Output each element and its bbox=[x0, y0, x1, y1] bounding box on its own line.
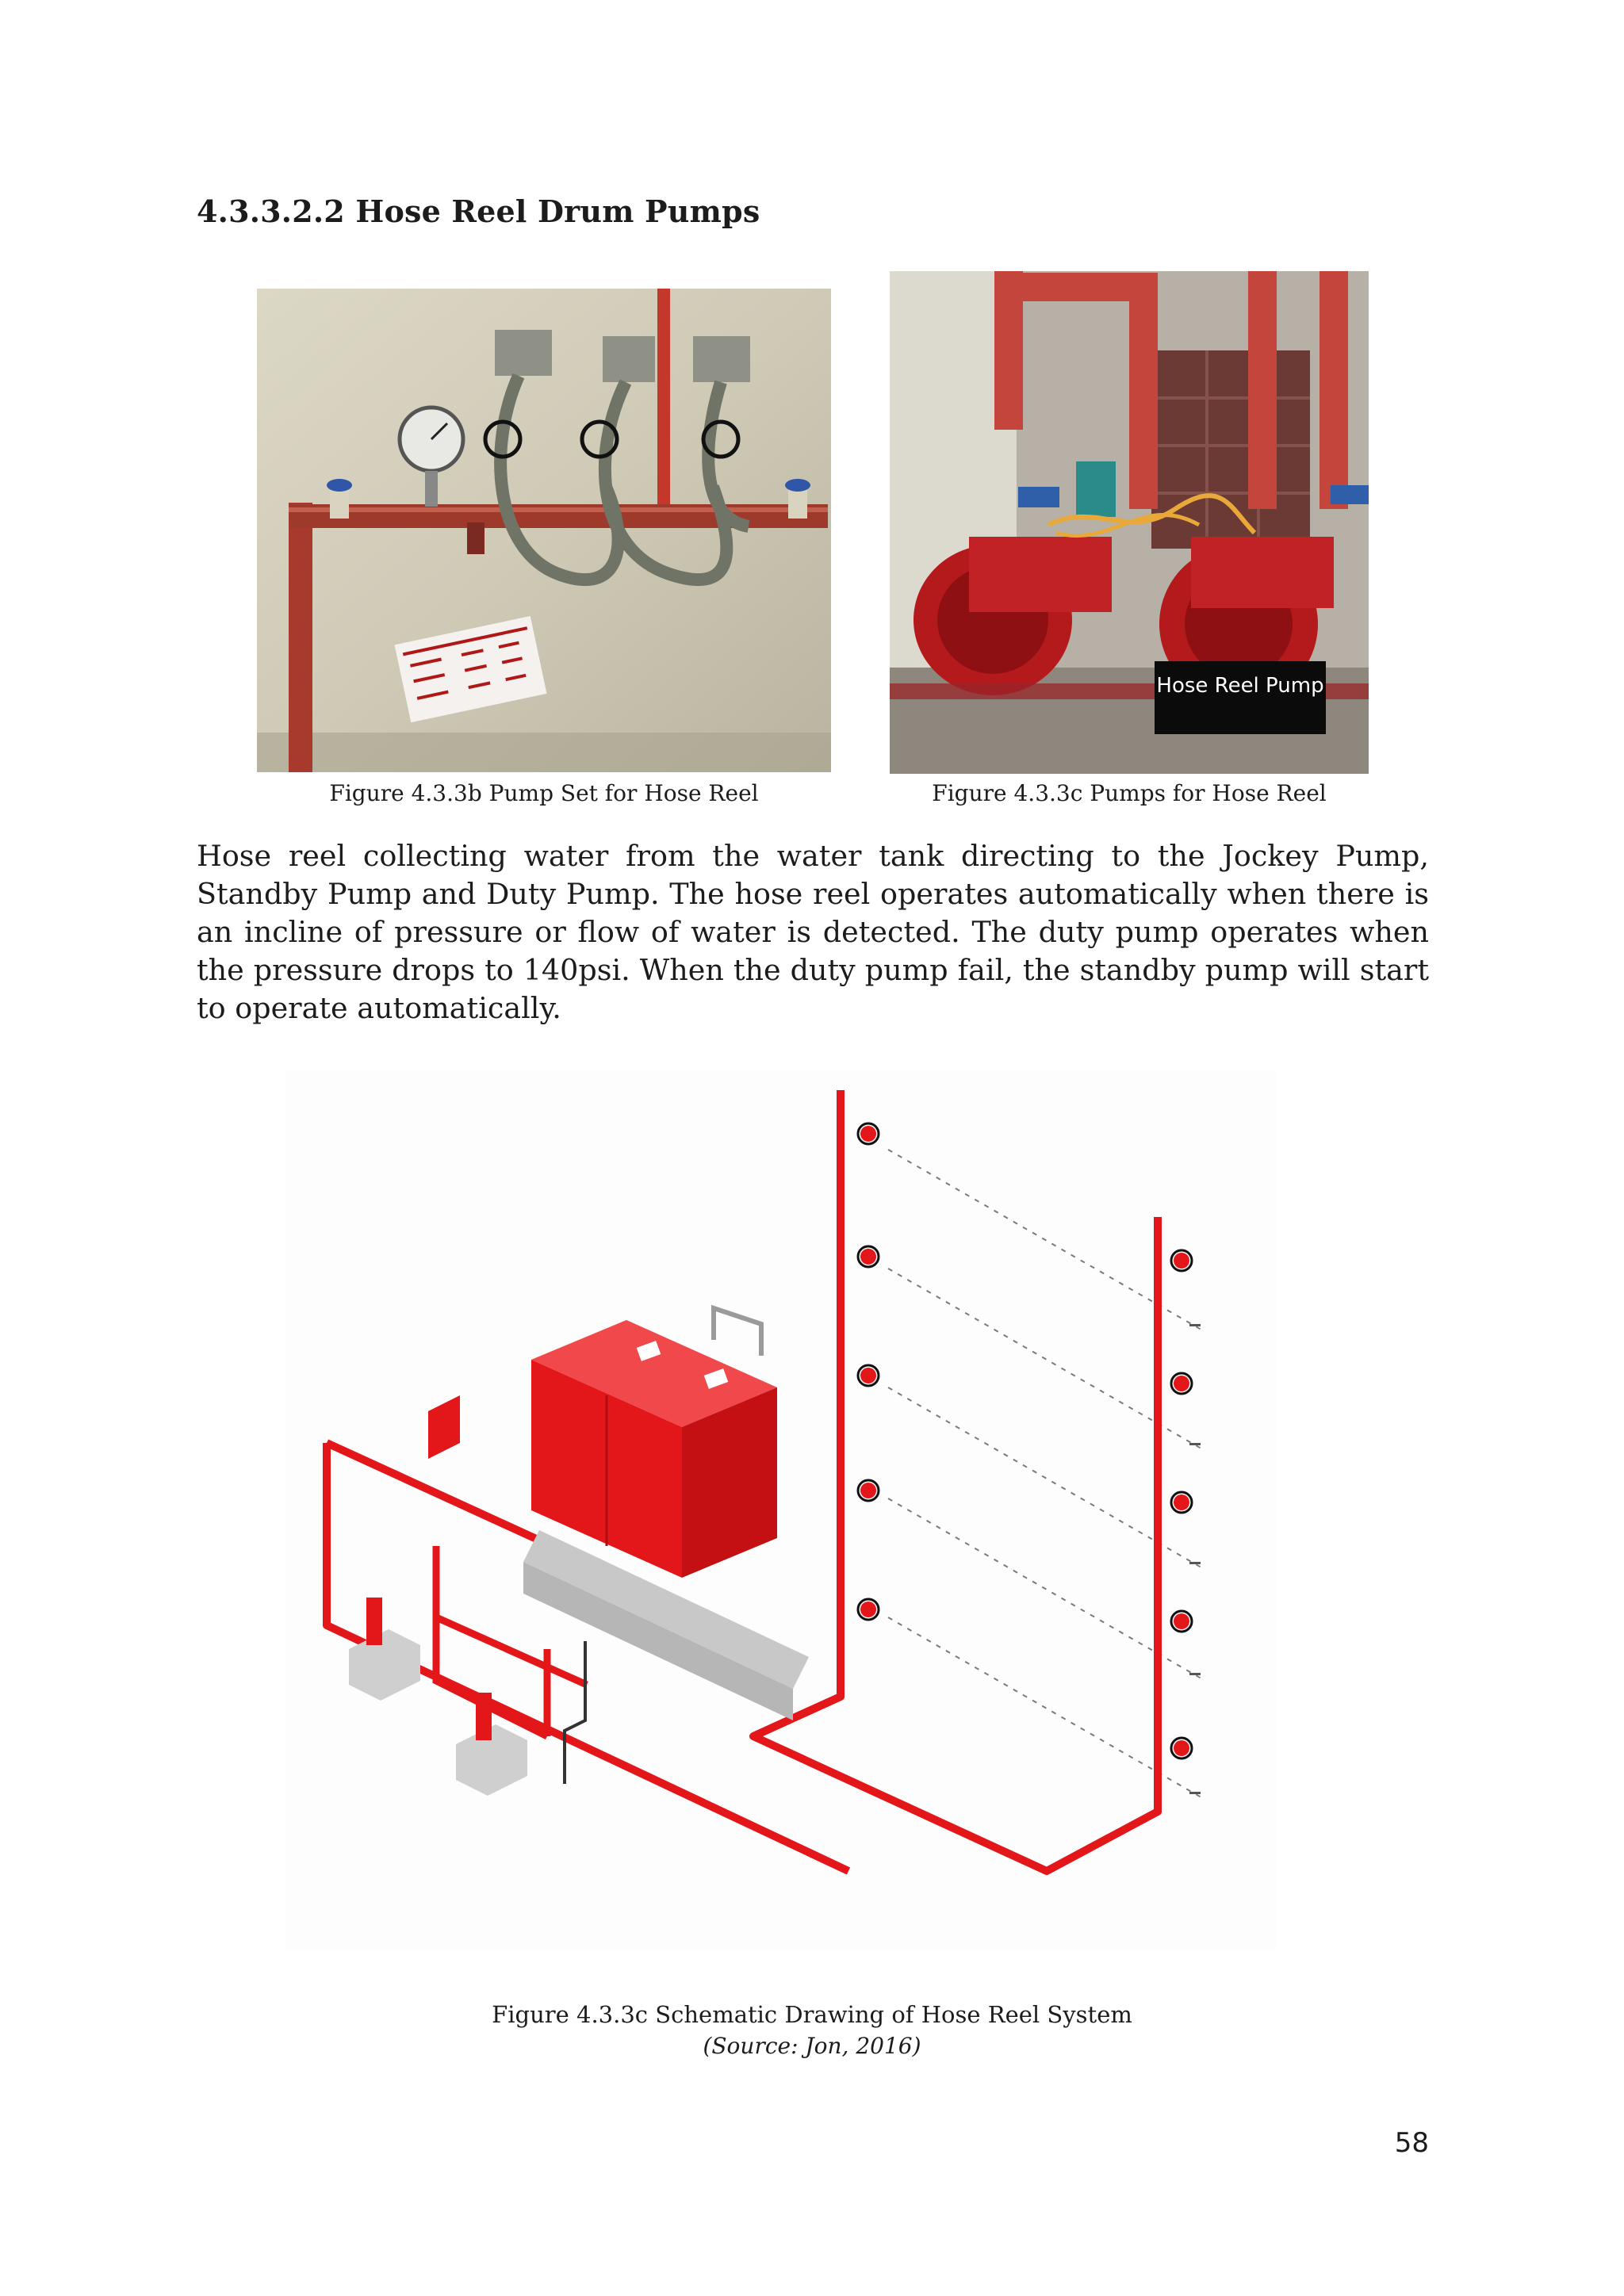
section-heading: 4.3.3.2.2 Hose Reel Drum Pumps bbox=[197, 193, 760, 229]
figure-c-caption: Figure 4.3.3c Pumps for Hose Reel bbox=[932, 780, 1327, 806]
pump-set-photo bbox=[257, 289, 831, 772]
schematic-source: (Source: Jon, 2016) bbox=[703, 2033, 921, 2059]
page-number: 58 bbox=[1394, 2127, 1429, 2159]
figure-b-caption: Figure 4.3.3b Pump Set for Hose Reel bbox=[329, 780, 759, 806]
body-paragraph: Hose reel collecting water from the water tank directing to the Jockey Pump, Standby Pump and Duty Pump. The hose reel operates automatically when there is an incline of pressure or flow of water is detected. The duty pump operates when the pressure drops to 140psi. When the duty pump fail, the standby pump will start to operate automatically. bbox=[197, 839, 1429, 1025]
hose-reel-schematic bbox=[285, 1070, 1277, 1950]
hose-reel-pump-label: Hose Reel Pump bbox=[1155, 661, 1326, 734]
schematic-caption: Figure 4.3.3c Schematic Drawing of Hose Reel System bbox=[492, 2001, 1132, 2028]
